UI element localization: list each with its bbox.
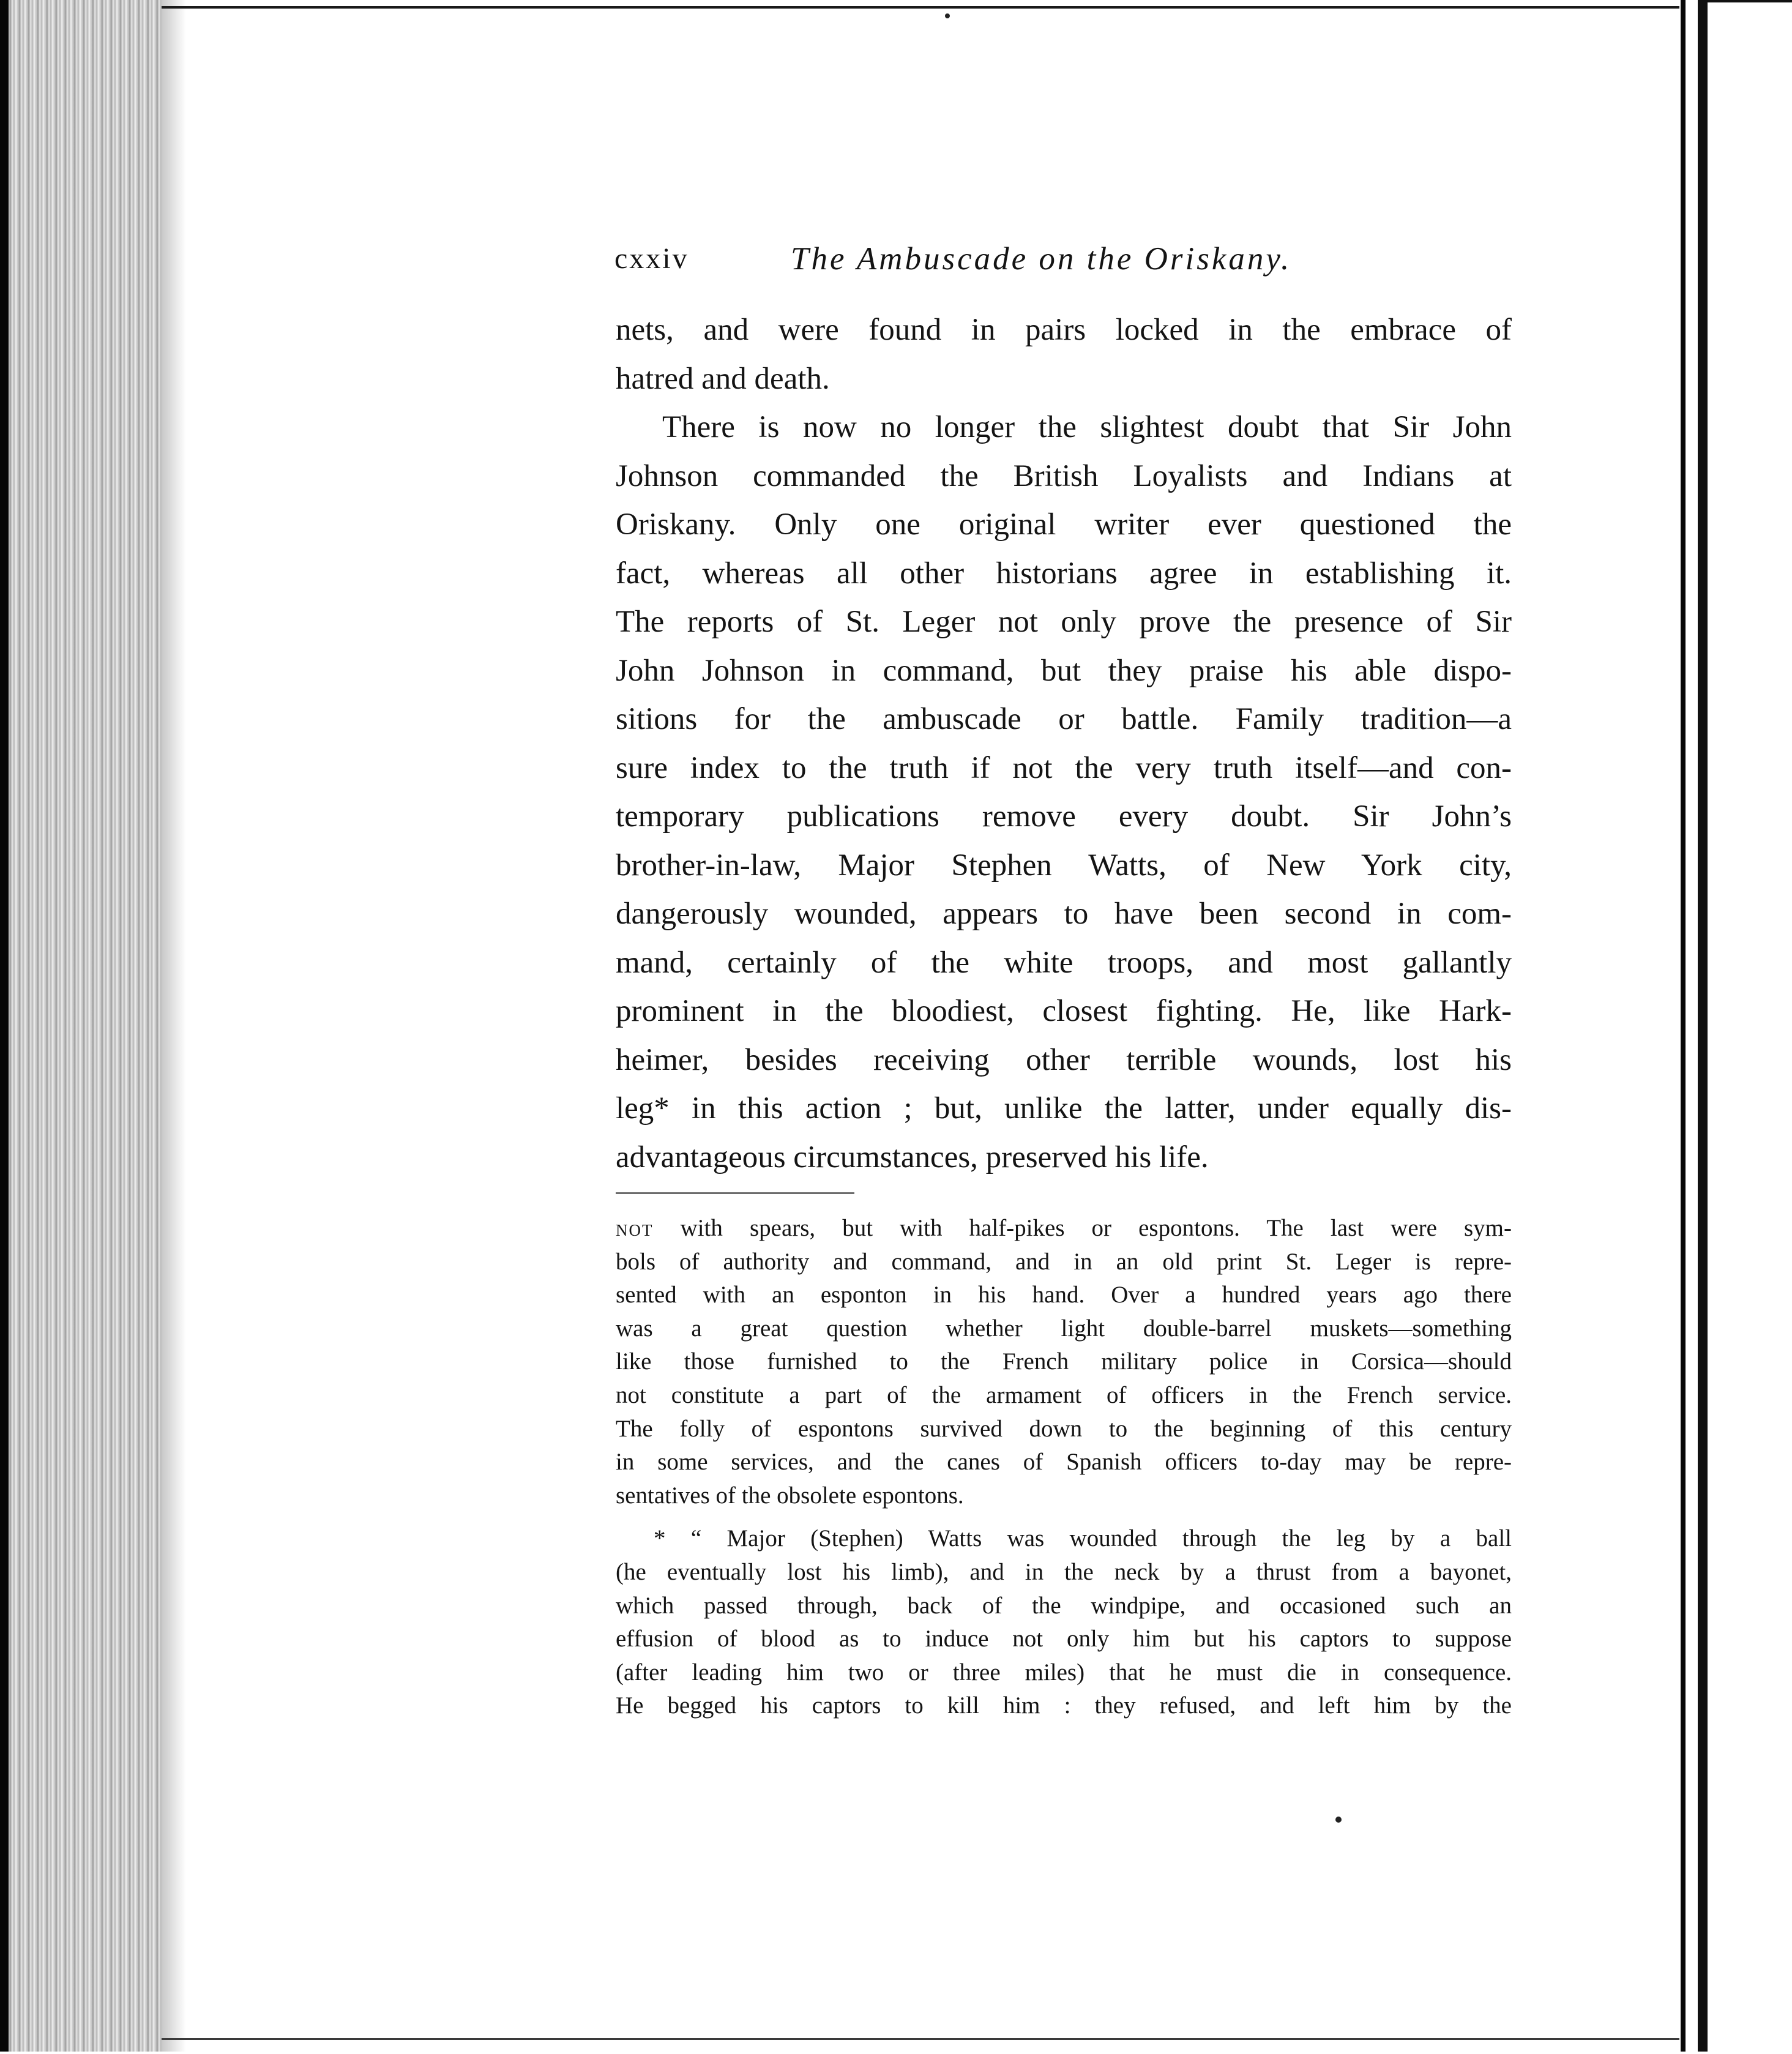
body-text — [616, 306, 1512, 1182]
body-line: Johnson commanded the British Loyalists and Indians at — [616, 458, 1512, 493]
scan-speck — [1335, 1817, 1342, 1823]
facing-page — [1708, 0, 1792, 2054]
footnotes — [616, 1212, 1512, 1723]
footnote-line: which passed through, back of the windpipe, and occasioned such an — [616, 1592, 1512, 1619]
footnote-line: effusion of blood as to induce not only him but his captors to suppose — [616, 1626, 1512, 1653]
footnote-line: sentatives of the obsolete espontons. — [616, 1482, 964, 1509]
facing-page-edge — [1698, 0, 1708, 2052]
footnote-line: in some services, and the canes of Spanish officers to-day may be repre- — [616, 1449, 1512, 1476]
footnote-line: * “ Major (Stephen) Watts was wounded through the leg by a ball — [654, 1525, 1512, 1552]
body-line: heimer, besides receiving other terrible wounds, lost his — [616, 1042, 1512, 1077]
footnote-line: The folly of espontons survived down to the beginning of this century — [616, 1415, 1512, 1442]
footnote-line: not constitute a part of the armament of officers in the French service. — [616, 1381, 1512, 1408]
body-line: temporary publications remove every doubt. Sir John’s — [616, 799, 1512, 834]
book-page-edges — [9, 0, 162, 2052]
footnote-line: (he eventually lost his limb), and in the neck by a thrust from a bayonet, — [616, 1558, 1512, 1585]
footnote-line: He begged his captors to kill him : they refused, and left him by the — [616, 1692, 1512, 1719]
footnote-line — [616, 1212, 1512, 1245]
body-line: sitions for the ambuscade or battle. Family tradition—a — [616, 702, 1512, 736]
page-number: cxxiv — [614, 242, 689, 275]
body-line: brother-in-law, Major Stephen Watts, of New York city, — [616, 848, 1512, 883]
body-line: mand, certainly of the white troops, and most gallantly — [616, 945, 1512, 980]
footnote-lead-word: not — [616, 1215, 654, 1241]
body-line: dangerously wounded, appears to have been second in com- — [616, 897, 1512, 931]
footnote-line: bols of authority and command, and in an old print St. Leger is repre- — [616, 1248, 1512, 1275]
running-title: The Ambuscade on the Oriskany. — [791, 241, 1292, 277]
body-line: leg* in this action ; but, unlike the latter, under equally dis- — [616, 1091, 1512, 1126]
running-head — [614, 237, 1515, 280]
scan-border-bottom — [162, 2038, 1679, 2040]
body-line: There is now no longer the slightest doubt that Sir John — [662, 410, 1512, 444]
body-line: fact, whereas all other historians agree in establishing it. — [616, 556, 1512, 591]
body-line: advantageous circumstances, preserved his life. — [616, 1140, 1209, 1175]
body-line: Oriskany. Only one original writer ever questioned the — [616, 507, 1512, 542]
scan-border-left — [0, 0, 9, 2052]
page-gap — [1686, 0, 1698, 2052]
scan-speck — [945, 13, 950, 18]
footnote-line: was a great question whether light double-barrel muskets—something — [616, 1315, 1512, 1342]
footnote-separator — [616, 1192, 854, 1194]
body-line: prominent in the bloodiest, closest fighting. He, like Hark- — [616, 994, 1512, 1028]
body-line: The reports of St. Leger not only prove the presence of Sir — [616, 605, 1512, 639]
footnote-line: like those furnished to the French military police in Corsica—should — [616, 1348, 1512, 1375]
footnote-line: (after leading him two or three miles) that he must die in consequence. — [616, 1659, 1512, 1686]
body-line: sure index to the truth if not the very truth itself—and con- — [616, 750, 1512, 785]
body-line: nets, and were found in pairs locked in the embrace of — [616, 313, 1512, 347]
scan-border-top — [162, 6, 1679, 9]
footnote-text: with spears, but with half-pikes or espontons. The last were sym- — [653, 1215, 1512, 1241]
scan-border-right — [1681, 0, 1686, 2052]
gutter-shadow — [162, 0, 186, 2052]
body-line: hatred and death. — [616, 361, 830, 396]
footnote-gap — [616, 1512, 1512, 1522]
body-line: John Johnson in command, but they praise his able dispo- — [616, 653, 1512, 688]
footnote-line: sented with an esponton in his hand. Over a hundred years ago there — [616, 1282, 1512, 1309]
